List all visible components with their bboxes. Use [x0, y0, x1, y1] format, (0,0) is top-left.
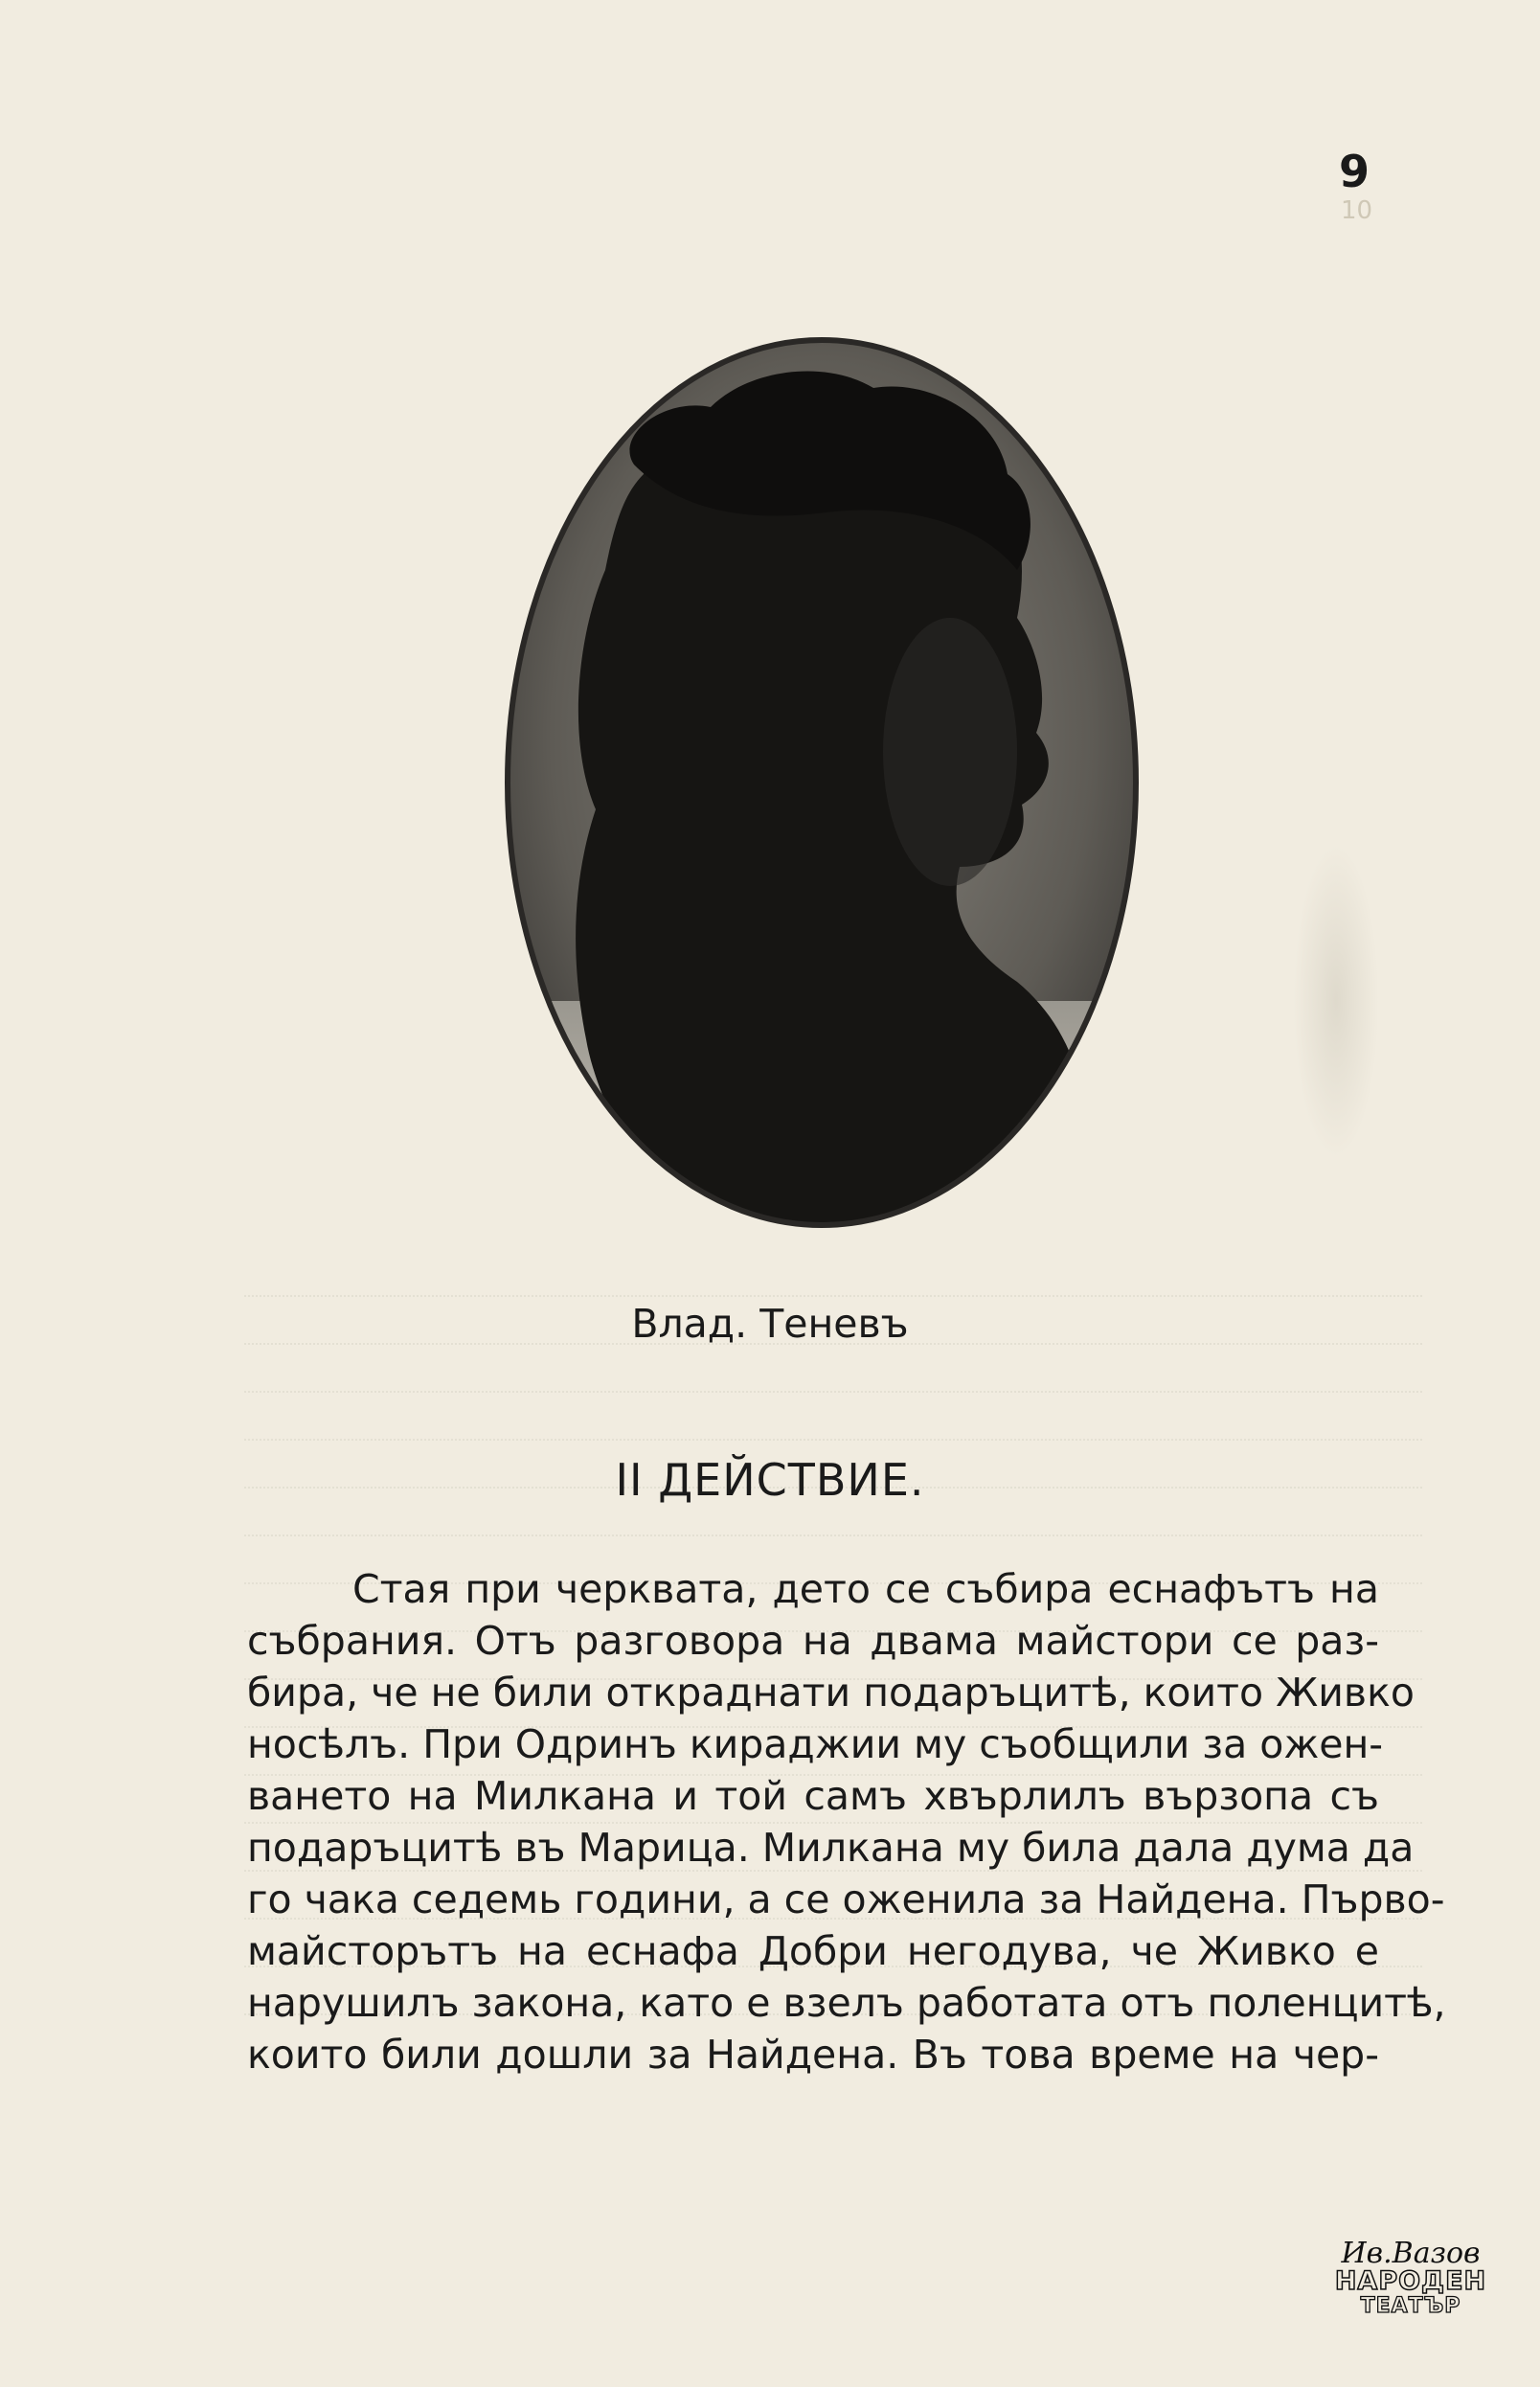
text-line: които били дошли за Найдена. Въ това време на чер- — [247, 2032, 1379, 2078]
logo-text-bottom: ТЕАТЪР — [1360, 2294, 1461, 2318]
text-line: бира, че не били откраднати подаръцитѣ, които Живко — [247, 1670, 1415, 1716]
text-line: ването на Милкана и той самъ хвърлилъ вързопа съ — [247, 1773, 1379, 1819]
text-line: събрания. Отъ разговора на двама майстори се раз- — [247, 1618, 1379, 1664]
text-line: го чака седемь години, а се оженила за Найдена. Първо- — [247, 1876, 1445, 1922]
national-theatre-logo — [1329, 2239, 1492, 2326]
text-line: подаръцитѣ въ Марица. Милкана му била дала дума да — [247, 1825, 1415, 1871]
section-title: II ДЕЙСТВИЕ. — [615, 1454, 925, 1506]
text-line: нарушилъ закона, като е взелъ работата отъ поленцитѣ, — [247, 1980, 1446, 2026]
text-line: майсторътъ на еснафа Добри негодува, че Живко е — [247, 1928, 1379, 1974]
paper-stain — [1293, 843, 1379, 1159]
portrait-photo — [500, 330, 1144, 1236]
portrait-caption: Влад. Теневъ — [631, 1301, 909, 1347]
text-line: носѣлъ. При Одринъ кираджии му съобщили за ожен- — [247, 1721, 1384, 1767]
page-number: 9 — [1339, 146, 1370, 197]
logo-text-top: НАРОДЕН — [1334, 2266, 1487, 2296]
body-paragraph — [247, 1563, 1446, 2080]
logo-signature: Ив.Вазов — [1341, 2237, 1481, 2270]
text-line: Стая при черквата, дето се събира еснафътъ на — [352, 1566, 1379, 1612]
bleed-through-page-number: 10 — [1341, 196, 1373, 225]
